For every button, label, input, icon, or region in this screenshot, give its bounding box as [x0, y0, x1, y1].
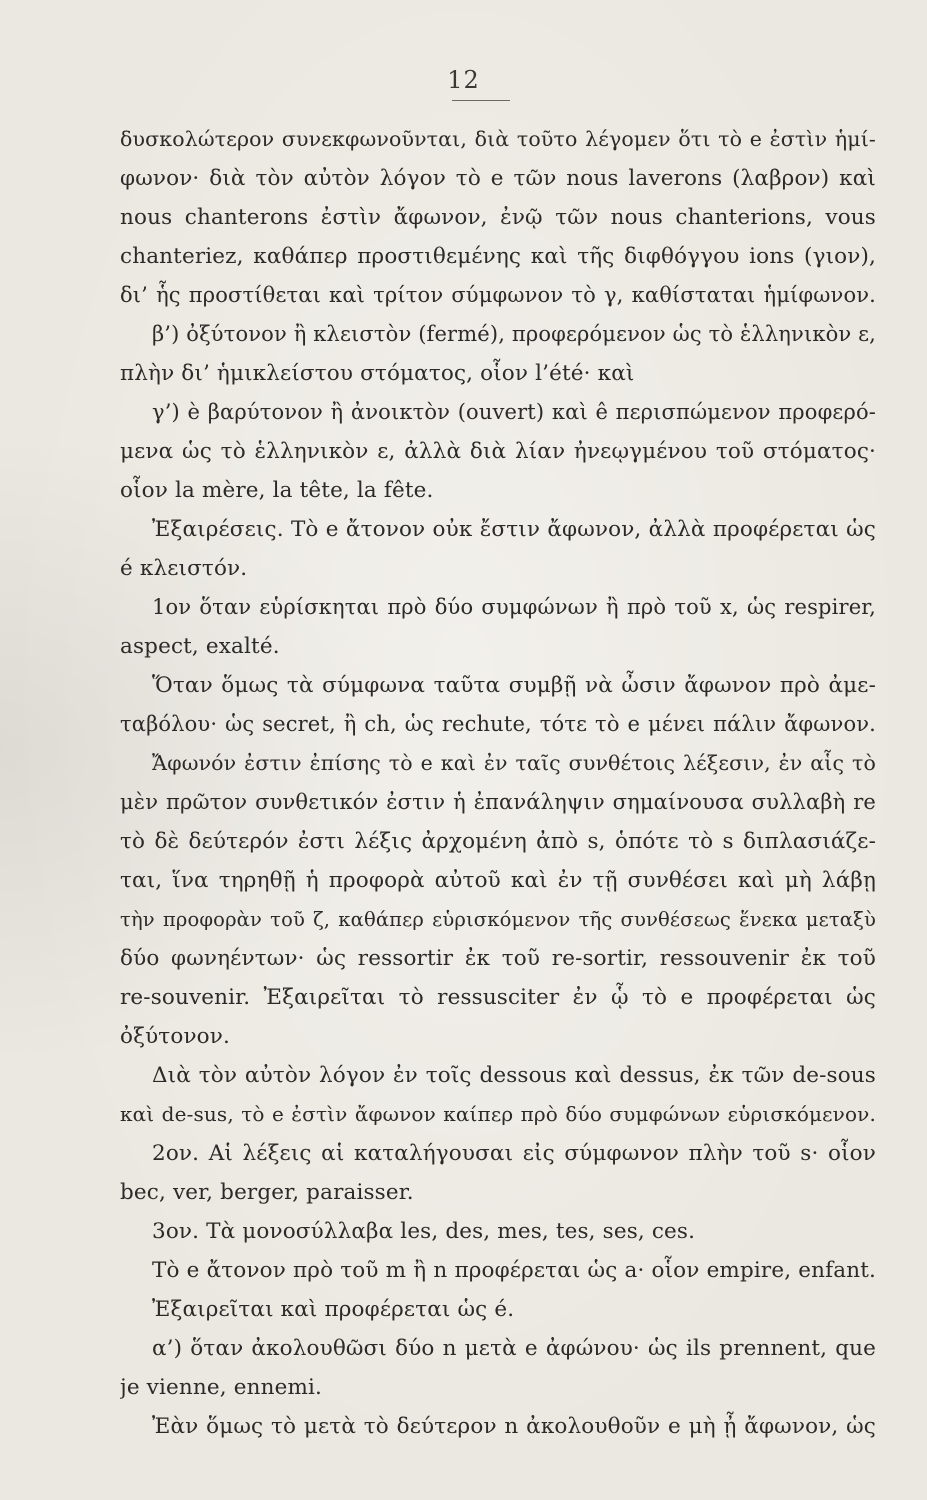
- text-line: καὶ de-sus, τὸ e ἐστὶν ἄφωνον καίπερ πρὸ δύο συμφώνων εὑρισκόμενον.: [120, 1102, 876, 1126]
- text-line: 1ον ὅταν εὑρίσκηται πρὸ δύο συμφώνων ἢ πρὸ τοῦ x, ὡς respirer,: [152, 595, 876, 619]
- text-line: chanteriez, καθάπερ προστιθεμένης καὶ τῆς διφθόγγου ions (γιον),: [120, 244, 876, 269]
- body-text: [120, 120, 876, 1446]
- text-line: re-souvenir. Ἐξαιρεῖται τὸ ressusciter ἐν ᾧ τὸ e προφέρεται ὡς: [120, 985, 876, 1010]
- text-line: τὴν προφορὰν τοῦ ζ, καθάπερ εὑρισκόμενον τῆς συνθέσεως ἕνεκα μεταξὺ: [120, 908, 876, 931]
- text-line: Ὅταν ὅμως τὰ σύμφωνα ταῦτα συμβῇ νὰ ὦσιν ἄφωνον πρὸ ἀμε-: [152, 673, 876, 698]
- text-line: Ἐξαιρέσεις. Τὸ e ἄτονον οὐκ ἔστιν ἄφωνον, ἀλλὰ προφέρεται ὡς: [152, 517, 876, 542]
- text-line: Ἐξαιρεῖται καὶ προφέρεται ὡς é.: [152, 1297, 515, 1322]
- text-line: je vienne, ennemi.: [120, 1375, 322, 1400]
- text-line: τὸ δὲ δεύτερόν ἐστι λέξις ἀρχομένη ἀπὸ s, ὁπότε τὸ s διπλασιάζε-: [120, 829, 876, 854]
- text-line: Διὰ τὸν αὐτὸν λόγον ἐν τοῖς dessous καὶ dessus, ἐκ τῶν de-sous: [152, 1063, 876, 1088]
- text-line: 3ον. Τὰ μονοσύλλαβα les, des, mes, tes, ses, ces.: [152, 1219, 696, 1244]
- page-number-rule: [452, 100, 510, 101]
- text-line: δυσκολώτερον συνεκφωνοῦνται, διὰ τοῦτο λέγομεν ὅτι τὸ e ἐστὶν ἡμί-: [120, 127, 876, 151]
- text-line: ται, ἵνα τηρηθῇ ἡ προφορὰ αὐτοῦ καὶ ἐν τῇ συνθέσει καὶ μὴ λάβῃ: [120, 868, 876, 893]
- text-line: aspect, exalté.: [120, 634, 280, 659]
- text-line: 2ον. Αἱ λέξεις αἱ καταλήγουσαι εἰς σύμφωνον πλὴν τοῦ s· οἷον: [152, 1141, 876, 1166]
- text-line: δι’ ἧς προστίθεται καὶ τρίτον σύμφωνον τὸ γ, καθίσταται ἡμίφωνον.: [120, 283, 876, 307]
- text-line: α’) ὅταν ἀκολουθῶσι δύο n μετὰ e ἀφώνου· ὡς ils prennent, que: [152, 1336, 876, 1361]
- text-line: bec, ver, berger, paraisser.: [120, 1180, 414, 1205]
- text-line: γ’) è βαρύτονον ἢ ἀνοικτὸν (ouvert) καὶ ê περισπώμενον προφερό-: [152, 400, 876, 424]
- text-line: Ἐὰν ὅμως τὸ μετὰ τὸ δεύτερον n ἀκολουθοῦν e μὴ ᾖ ἄφωνον, ὡς: [152, 1414, 876, 1439]
- page-number: 12: [447, 66, 480, 94]
- text-line: ταβόλου· ὡς secret, ἢ ch, ὡς rechute, τότε τὸ e μένει πάλιν ἄφωνον.: [120, 712, 876, 736]
- text-line: πλὴν δι’ ἡμικλείστου στόματος, οἷον l’été· καὶ: [120, 361, 635, 386]
- text-line: ὀξύτονον.: [120, 1024, 230, 1049]
- text-line: φωνον· διὰ τὸν αὐτὸν λόγον τὸ e τῶν nous laverons (λαβρον) καὶ: [120, 166, 876, 191]
- text-line: Ἄφωνόν ἐστιν ἐπίσης τὸ e καὶ ἐν ταῖς συνθέτοις λέξεσιν, ἐν αἷς τὸ: [152, 751, 876, 775]
- text-line: Τὸ e ἄτονον πρὸ τοῦ m ἢ n προφέρεται ὡς a· οἷον empire, enfant.: [152, 1258, 876, 1283]
- text-line: μενα ὡς τὸ ἑλληνικὸν ε, ἀλλὰ διὰ λίαν ἠνεῳγμένου τοῦ στόματος·: [120, 439, 876, 464]
- text-line: é κλειστόν.: [120, 556, 248, 581]
- text-line: δύο φωνηέντων· ὡς ressortir ἐκ τοῦ re-sortir, ressouvenir ἐκ τοῦ: [120, 946, 876, 971]
- text-line: nous chanterons ἐστὶν ἄφωνον, ἐνῷ τῶν nous chanterions, vous: [120, 205, 876, 230]
- text-line: οἷον la mère, la tête, la fête.: [120, 478, 434, 503]
- text-line: β’) ὀξύτονον ἢ κλειστὸν (fermé), προφερόμενον ὡς τὸ ἑλληνικὸν ε,: [152, 322, 876, 346]
- text-line: μὲν πρῶτον συνθετικόν ἐστιν ἡ ἐπανάληψιν σημαίνουσα συλλαβὴ re: [120, 790, 876, 814]
